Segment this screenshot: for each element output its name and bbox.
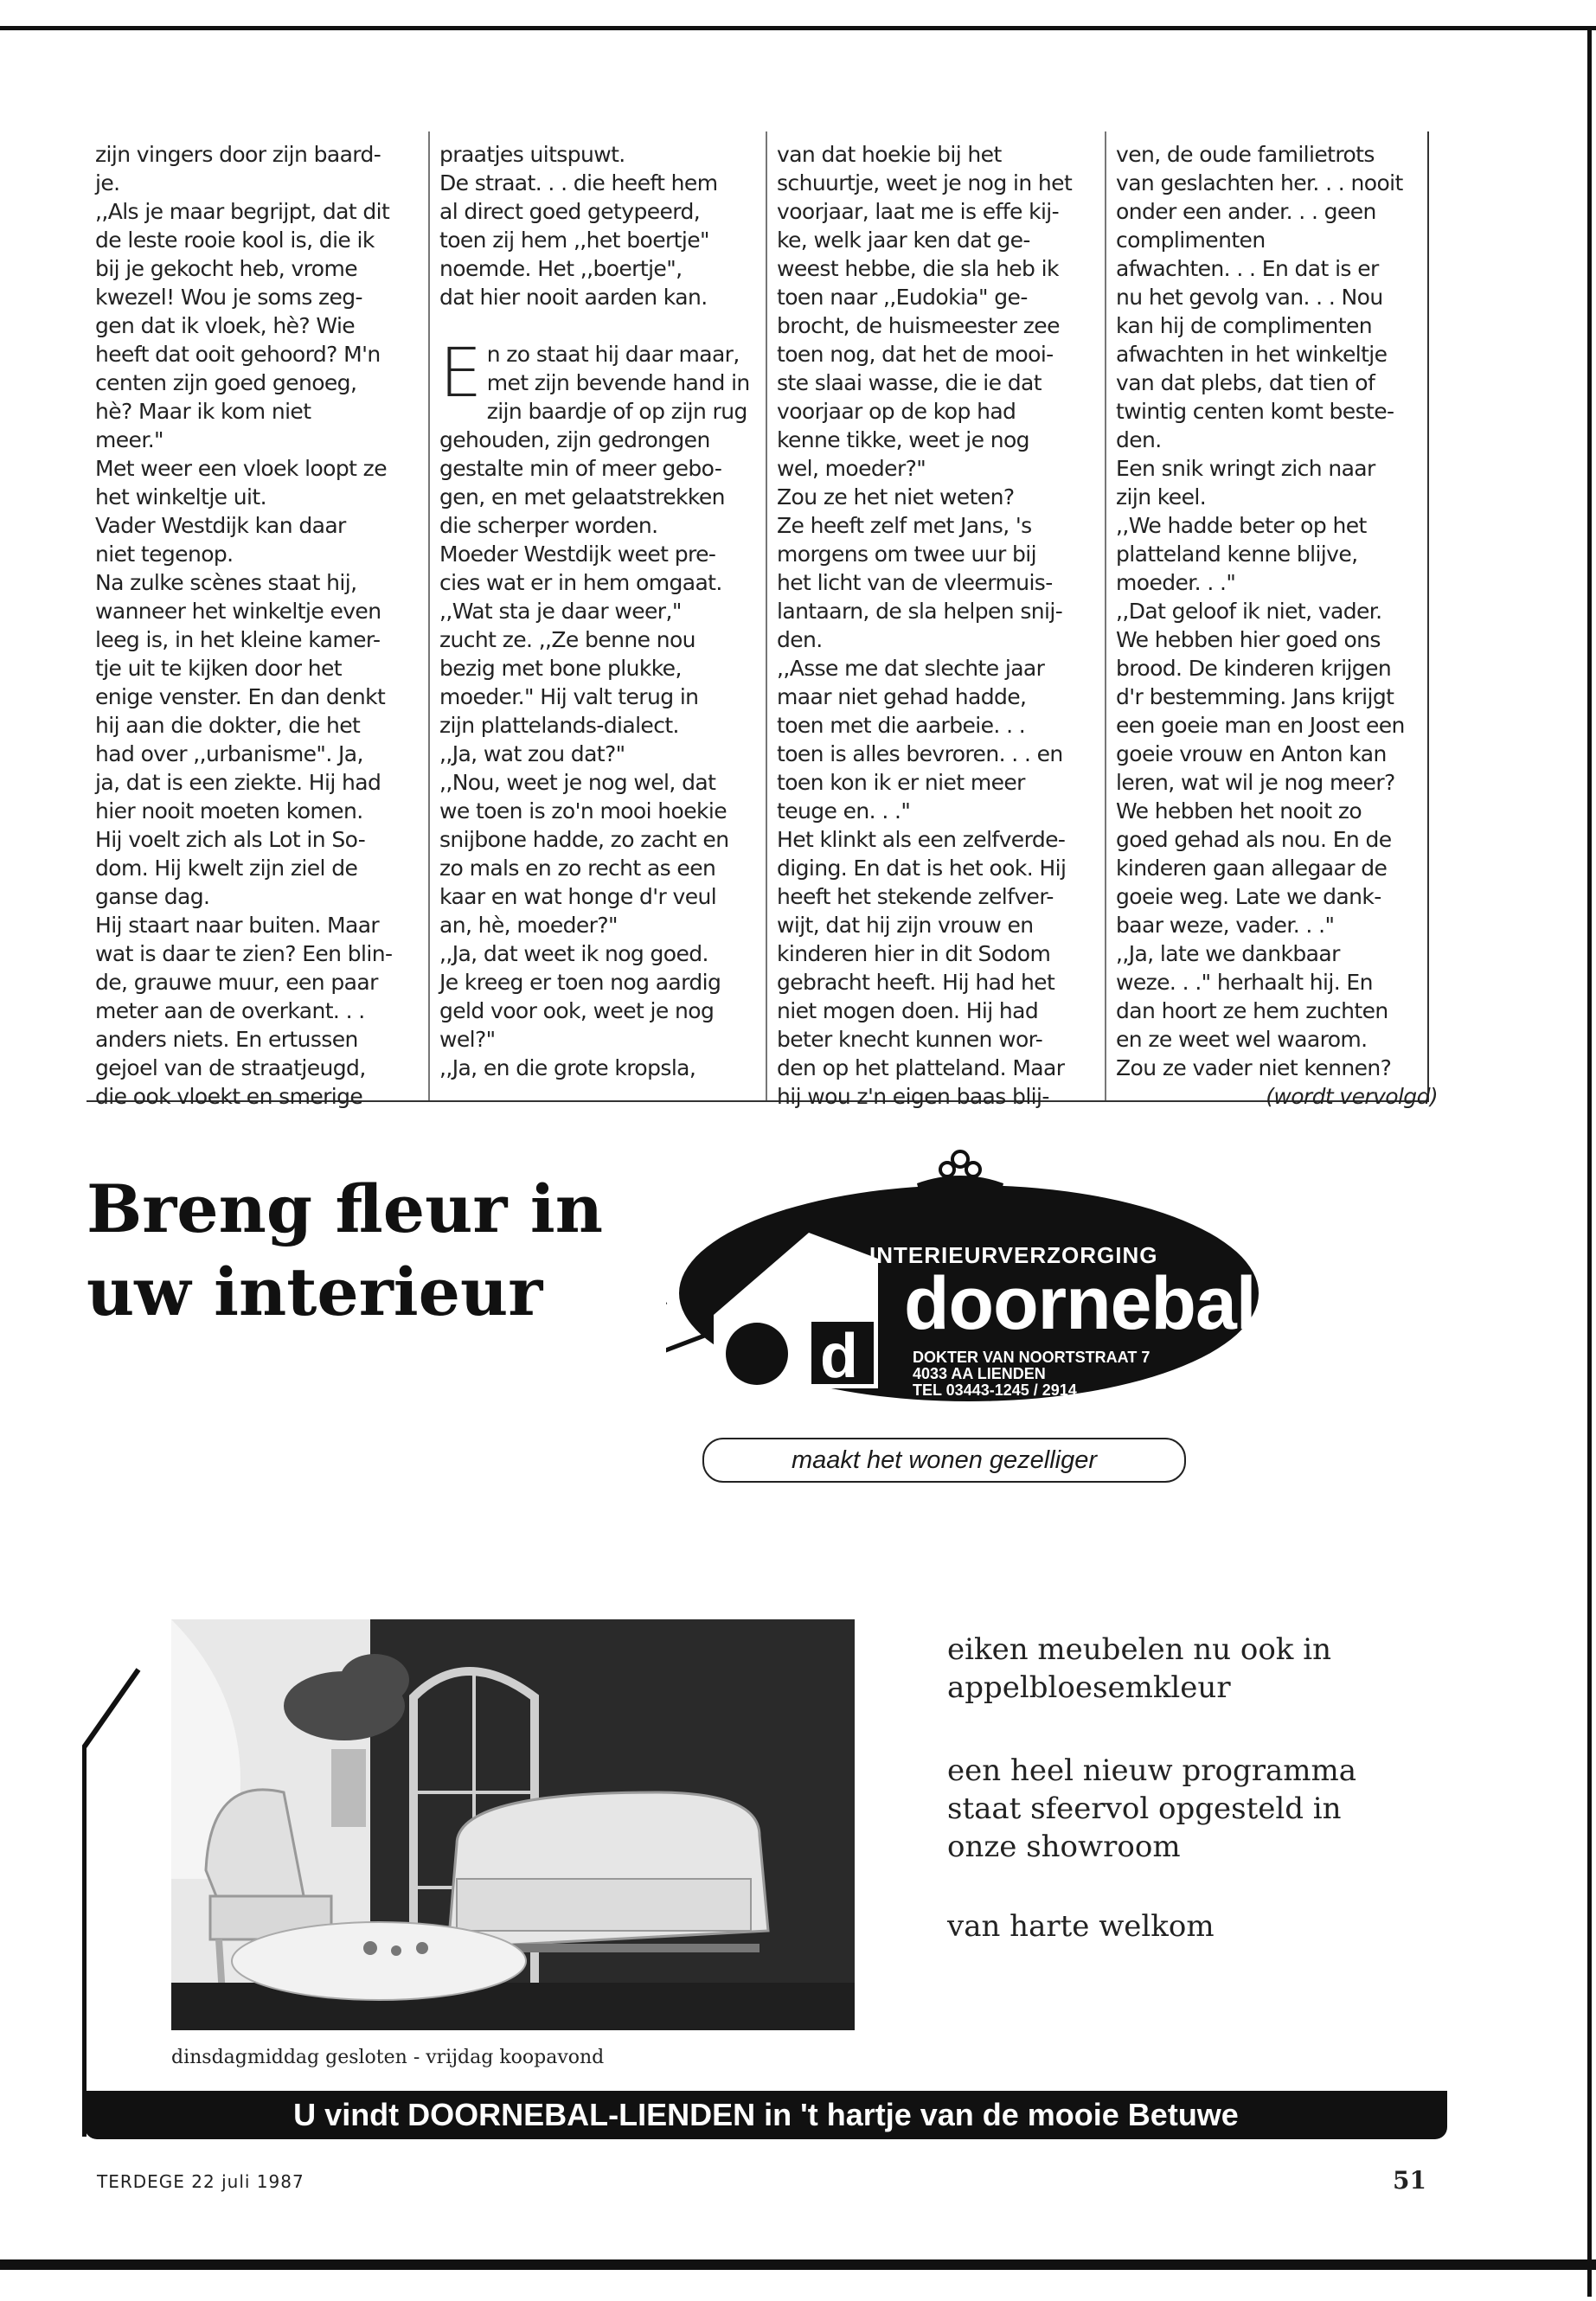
text-line: dom. Hij kwelt zijn ziel de [95,856,358,881]
text-line: heeft het stekende zelfver- [777,884,1054,909]
text-line: kenne tikke, weet je nog [777,427,1029,452]
text-line: van geslachten her. . . nooit [1116,170,1403,195]
column-separator [1105,131,1106,1100]
column-separator [766,131,767,1100]
text-line: Hij voelt zich als Lot in So- [95,827,366,852]
text-line: dan hoort ze hem zuchten [1116,998,1388,1023]
text-line: bezig met bone plukke, [439,656,682,681]
text-line: ganse dag. [95,884,210,909]
text-line: heeft dat ooit gehoord? M'n [95,342,381,367]
publication-info: TERDEGE 22 juli 1987 [97,2171,304,2192]
text-line: ,,We hadde beter op het [1116,513,1367,538]
text-line: Zou ze het niet weten? [777,484,1015,510]
text-line: van dat plebs, dat tien of [1116,370,1375,395]
drop-cap-line: n zo staat hij daar maar, [486,342,740,367]
text-line: van dat hoekie bij het [777,142,1002,167]
text-line: lantaarn, de sla helpen snij- [777,599,1063,624]
right-rule [1587,26,1592,2297]
text-line: tje uit te kijken door het [95,656,342,681]
text-line: gehouden, zijn gedrongen [439,427,710,452]
article-column-3 [777,140,1099,1109]
copy-line: een heel nieuw programma [947,1753,1356,1788]
text-line: teuge en. . ." [777,798,911,824]
page-number: 51 [1393,2166,1426,2195]
text-line: ,,Nou, weet je nog wel, dat [439,770,716,795]
text-line: niet tegenop. [95,542,234,567]
text-line: leren, wat wil je nog meer? [1116,770,1395,795]
text-line: toen nog, dat het de mooi- [777,342,1054,367]
top-rule [0,26,1596,30]
text-line: de leste rooie kool is, die ik [95,228,375,253]
text-line: ,,Wat sta je daar weer," [439,599,682,624]
text-line: platteland kenne blijve, [1116,542,1358,567]
text-line: twintig centen komt beste- [1116,399,1394,424]
text-line: cies wat er in hem omgaat. [439,570,722,595]
text-line: wat is daar te zien? Een blin- [95,941,393,966]
text-line: Een snik wringt zich naar [1116,456,1375,481]
column-2-body [439,369,761,1082]
text-line: onder een ander. . . geen [1116,199,1376,224]
copy-line: staat sfeervol opgesteld in [947,1791,1342,1826]
text-line: zo mals en zo recht as een [439,856,716,881]
text-line: d'r bestemming. Jans krijgt [1116,684,1394,709]
text-line: schuurtje, weet je nog in het [777,170,1073,195]
text-line: brocht, de huismeester zee [777,313,1060,338]
text-line: Zou ze vader niet kennen? [1116,1055,1392,1080]
text-line: toen is alles bevroren. . . en [777,741,1063,766]
text-line: toen zij hem ,,het boertje" [439,228,709,253]
text-line: ven, de oude familietrots [1116,142,1375,167]
text-line: ste slaai wasse, die ie dat [777,370,1042,395]
column-4-body [1116,140,1438,1082]
text-line: den. [1116,427,1162,452]
address-phone: TEL 03443-1245 / 2914 [913,1381,1077,1399]
text-line: Je kreeg er toen nog aardig [439,970,721,995]
text-line: een goeie man en Joost een [1116,713,1405,738]
logo-brand: INTERIEURVERZORGING [869,1242,1158,1268]
address-city: 4033 AA LIENDEN [913,1365,1046,1382]
text-line: ja, dat is een ziekte. Hij had [95,770,381,795]
text-line: had over ,,urbanisme". Ja, [95,741,363,766]
text-line: an, hè, moeder?" [439,913,618,938]
copy-line: eiken meubelen nu ook in [947,1632,1331,1667]
text-line: voorjaar, laat me is effe kij- [777,199,1060,224]
text-line: den. [777,627,823,652]
text-line: goed gehad als nou. En de [1116,827,1392,852]
text-line: geld voor ook, weet je nog [439,998,715,1023]
text-line: anders niets. En ertussen [95,1027,358,1052]
text-line: toen met die aarbeie. . . [777,713,1026,738]
text-line: zucht ze. ,,Ze benne nou [439,627,695,652]
text-line: en ze weet wel waarom. [1116,1027,1368,1052]
text-line: ke, welk jaar ken dat ge- [777,228,1030,253]
text-line: toen naar ,,Eudokia" ge- [777,285,1028,310]
text-line: morgens om twee uur bij [777,542,1036,567]
text-line: snijbone hadde, zo zacht en [439,827,729,852]
text-line: toen kon ik er niet meer [777,770,1025,795]
text-line: beter knecht kunnen wor- [777,1027,1043,1052]
text-line: Het klinkt als een zelfverde- [777,827,1066,852]
text-line: weest hebbe, die sla heb ik [777,256,1059,281]
text-line: moeder. . ." [1116,570,1236,595]
text-line: ,,Ja, late we dankbaar [1116,941,1340,966]
text-line: centen zijn goed genoeg, [95,370,357,395]
text-line: ,,Ja, dat weet ik nog goed. [439,941,708,966]
text-line: zijn plattelands-dialect. [439,713,679,738]
text-line: die ook vloekt en smerige [95,1084,363,1109]
text-line: zijn keel. [1116,484,1207,510]
text-line: ,,Asse me dat slechte jaar [777,656,1045,681]
text-line: brood. De kinderen krijgen [1116,656,1392,681]
text-line: gestalte min of meer gebo- [439,456,722,481]
bottom-rule [0,2259,1596,2270]
text-line: complimenten [1116,228,1266,253]
text-line: moeder." Hij valt terug in [439,684,699,709]
text-line: Moeder Westdijk weet pre- [439,542,716,567]
text-line: al direct goed getypeerd, [439,199,701,224]
text-line: De straat. . . die heeft hem [439,170,718,195]
text-line: gen, en met gelaatstrekken [439,484,725,510]
text-line: noemde. Het ,,boertje", [439,256,683,281]
logo-address [913,1349,1224,1399]
crest-icon [917,1151,1003,1190]
text-line: Ze heeft zelf met Jans, 's [777,513,1032,538]
paragraph-gap [439,311,761,340]
text-line: gen dat ik vloek, hè? Wie [95,313,356,338]
logo-name: doornebal [904,1262,1256,1345]
continued-note: (wordt vervolgd) [1266,1084,1438,1109]
text-line: den op het platteland. Maar [777,1055,1065,1080]
text-line: bij je gekocht heb, vrome [95,256,357,281]
text-line: zijn baardje of op zijn rug [486,399,747,424]
text-line: zijn vingers door zijn baard- [95,142,381,167]
text-line: de, grauwe muur, een paar [95,970,378,995]
text-line: We hebben hier goed ons [1116,627,1381,652]
text-line: we toen is zo'n mooi hoekie [439,798,727,824]
house-window-circle [726,1323,788,1385]
article-column-4 [1116,140,1438,1109]
text-line: gebracht heeft. Hij had het [777,970,1055,995]
text-line: hij wou z'n eigen baas blij- [777,1084,1049,1109]
article-column-2 [439,140,761,1100]
text-line: afwachten. . . En dat is er [1116,256,1379,281]
drop-cap: E [439,335,482,413]
text-line: niet mogen doen. Hij had [777,998,1039,1023]
text-line: hè? Maar ik kom niet [95,399,311,424]
column-separator [428,131,430,1100]
text-line: wel?" [439,1027,496,1052]
text-line: diging. En dat is het ook. Hij [777,856,1067,881]
text-line: wanneer het winkeltje even [95,599,381,624]
copy-line: onze showroom [947,1830,1181,1864]
address-street: DOKTER VAN NOORTSTRAAT 7 [913,1349,1151,1366]
text-line: ,,Als je maar begrijpt, dat dit [95,199,390,224]
text-line: het winkeltje uit. [95,484,266,510]
text-line: leeg is, in het kleine kamer- [95,627,381,652]
text-line: wel, moeder?" [777,456,926,481]
copy-line: appelbloesemkleur [947,1670,1231,1705]
bottom-banner: U vindt DOORNEBAL-LIENDEN in 't hartje van de mooie Betuwe [85,2091,1447,2139]
headline-line-2: uw interieur [87,1253,543,1330]
text-line: die scherper worden. [439,513,658,538]
text-line: kan hij de complimenten [1116,313,1372,338]
opening-hours: dinsdagmiddag gesloten - vrijdag koopavond [171,2047,605,2068]
text-line: Vader Westdijk kan daar [95,513,346,538]
logo-d-glyph: d [820,1322,858,1391]
text-line: het licht van de vleermuis- [777,570,1053,595]
text-line: goeie vrouw en Anton kan [1116,741,1387,766]
text-line: afwachten in het winkeltje [1116,342,1388,367]
text-line: kinderen gaan allegaar de [1116,856,1388,881]
text-line: met zijn bevende hand in [486,370,750,395]
text-line: ,,Ja, en die grote kropsla, [439,1055,696,1080]
text-line: voorjaar op de kop had [777,399,1016,424]
text-line: kwezel! Wou je soms zeg- [95,285,362,310]
text-line: hij aan die dokter, die het [95,713,361,738]
text-line: nu het gevolg van. . . Nou [1116,285,1383,310]
text-line: baar weze, vader. . ." [1116,913,1335,938]
text-line: maar niet gehad hadde, [777,684,1027,709]
column-2-intro [439,140,761,311]
ad-copy-block-1 [947,1631,1466,1707]
text-line: Na zulke scènes staat hij, [95,570,357,595]
ad-copy-block-3: van harte welkom [947,1909,1215,1944]
text-line: enige venster. En dan denkt [95,684,386,709]
text-line: gejoel van de straatjeugd, [95,1055,366,1080]
article-continuation [87,131,1438,1109]
text-line: wijt, dat hij zijn vrouw en [777,913,1034,938]
text-line: Met weer een vloek loopt ze [95,456,387,481]
text-line: We hebben het nooit zo [1116,798,1362,824]
text-line: kinderen hier in dit Sodom [777,941,1051,966]
slogan-pill: maakt het wonen gezelliger [702,1438,1186,1483]
ad-headline [87,1168,640,1334]
ad-copy-block-2 [947,1752,1466,1866]
text-line: je. [95,170,120,195]
logo-connector-line [666,1332,714,1393]
text-line: meer." [95,427,163,452]
text-line: meter aan de overkant. . . [95,998,365,1023]
article-column-1 [95,140,417,1109]
text-line: Hij staart naar buiten. Maar [95,913,380,938]
showroom-photo [171,1619,855,2030]
text-line: dat hier nooit aarden kan. [439,285,708,310]
text-line: kaar en wat honge d'r veul [439,884,717,909]
text-line: ,,Dat geloof ik niet, vader. [1116,599,1382,624]
text-line: praatjes uitspuwt. [439,142,625,167]
text-line: ,,Ja, wat zou dat?" [439,741,625,766]
text-line: goeie weg. Late we dank- [1116,884,1381,909]
headline-line-1: Breng fleur in [87,1170,603,1247]
text-line: hier nooit moeten komen. [95,798,363,824]
text-line: weze. . ." herhaalt hij. En [1116,970,1373,995]
